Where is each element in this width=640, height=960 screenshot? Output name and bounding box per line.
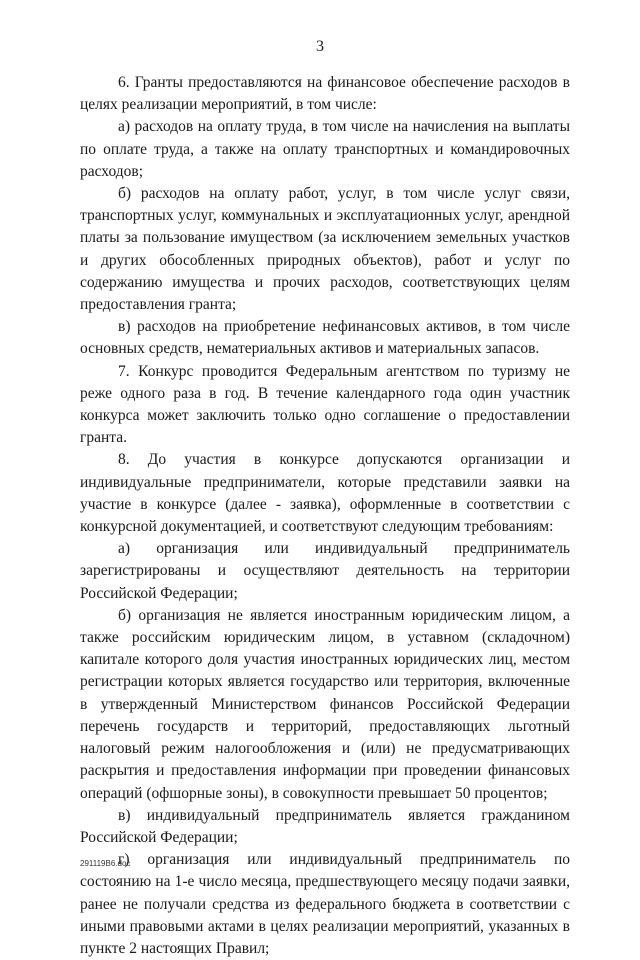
paragraph-6: 6. Гранты предоставляются на финансовое обеспечение расходов в целях реализации мероприятий, в том числе: <box>80 74 570 114</box>
paragraph-7: 7. Конкурс проводится Федеральным агентством по туризму не реже одного раза в год. В течение календарного года один участник конкурса может заключить только одно соглашение о предоставлении гранта. <box>80 362 570 447</box>
paragraph-8g: г) организация или индивидуальный предприниматель по состоянию на 1-е число месяца, предшествующего месяцу подачи заявки, ранее не получали средства из федерального бюджета в соответствии с иными правовыми актами в целях реализации мероприятий, указанных в пункте 2 настоящих Правил; <box>80 851 570 957</box>
document-body <box>80 72 570 960</box>
paragraph-6v: в) расходов на приобретение нефинансовых активов, в том числе основных средств, нематериальных активов и материальных запасов. <box>80 318 570 358</box>
paragraph-8v: в) индивидуальный предприниматель является гражданином Российской Федерации; <box>80 806 570 846</box>
paragraph-6a: а) расходов на оплату труда, в том числе на начисления на выплаты по оплате труда, а также на оплату транспортных и командировочных расходов; <box>80 118 570 180</box>
footer-doc-id: 291119B6.doc <box>80 859 131 868</box>
paragraph-8a: а) организация или индивидуальный предприниматель зарегистрированы и осуществляют деятельность на территории Российской Федерации; <box>80 540 570 602</box>
page-number: 3 <box>316 38 324 55</box>
paragraph-8: 8. До участия в конкурсе допускаются организации и индивидуальные предприниматели, которые представили заявки на участие в конкурсе (далее - заявка), оформленные в соответствии с конкурсной документацией, и соответствуют следующим требованиям: <box>80 451 570 536</box>
paragraph-8b: б) организация не является иностранным юридическим лицом, а также российским юридическим лицом, в уставном (складочном) капитале которого доля участия иностранных юридических лиц, местом регистрации которых является государство или территория, включенные в утвержденный Министерством финансов Российской Федерации перечень государств и территорий, предоставляющих льготный налоговый режим налогообложения и (или) не предусматривающих раскрытия и предоставления информации при проведении финансовых операций (офшорные зоны), в совокупности превышает 50 процентов; <box>80 606 570 802</box>
paragraph-6b: б) расходов на оплату работ, услуг, в том числе услуг связи, транспортных услуг, коммунальных и эксплуатационных услуг, арендной платы за пользование имуществом (за исключением земельных участков и других обособленных природных объектов), работ и услуг по содержанию имущества и прочих расходов, соответствующих целям предоставления гранта; <box>80 185 570 314</box>
